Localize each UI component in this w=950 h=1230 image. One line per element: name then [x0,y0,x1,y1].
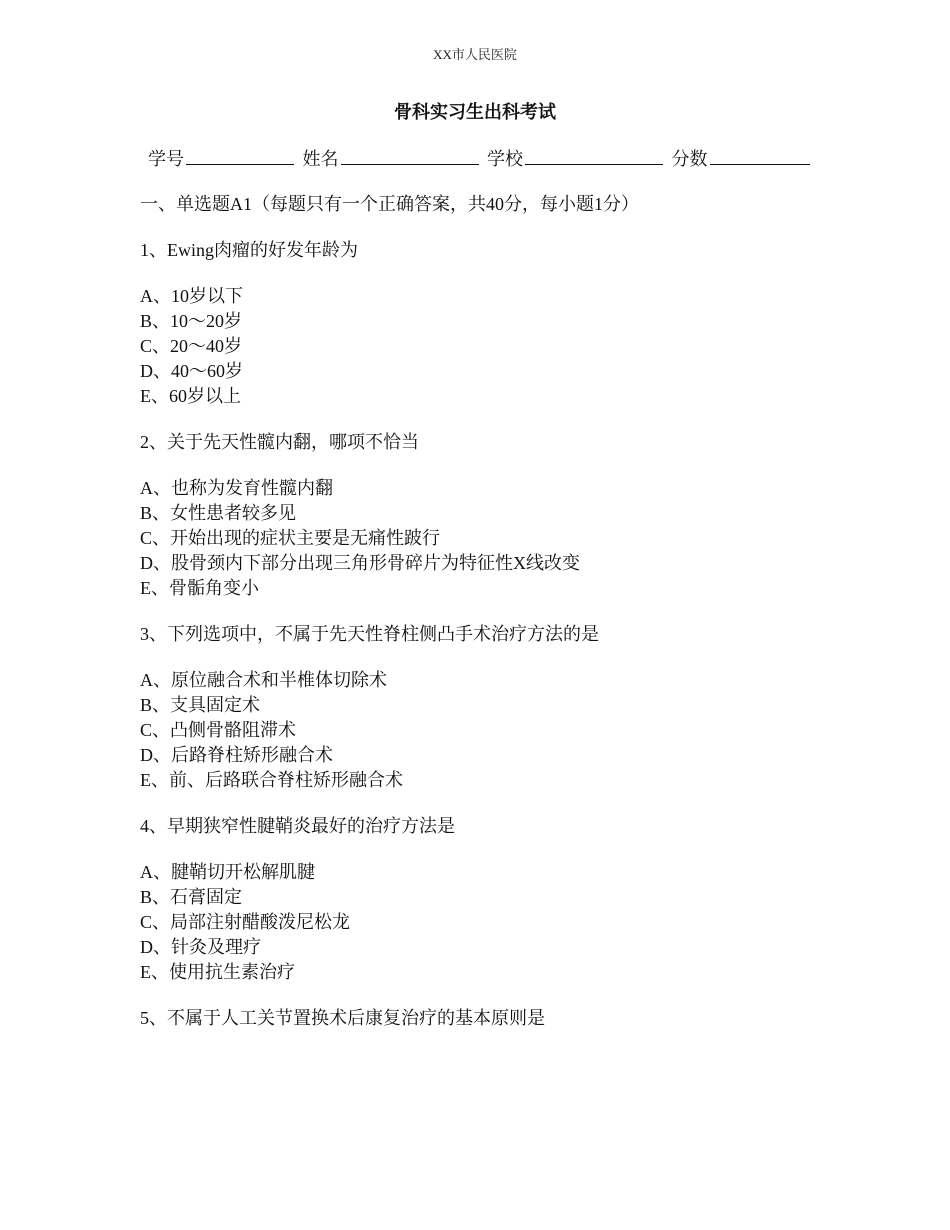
question-stem: 3、下列选项中，不属于先天性脊柱侧凸手术治疗方法的是 [140,624,599,644]
option-b[interactable]: B、支具固定术 [140,695,261,715]
question-stem: 1、Ewing肉瘤的好发年龄为 [140,240,358,260]
option-c[interactable]: C、开始出现的症状主要是无痛性跛行 [140,528,441,548]
student-id-blank[interactable] [186,146,294,165]
option-c[interactable]: C、20～40岁 [140,336,243,356]
exam-title: 骨科实习生出科考试 [394,102,556,122]
student-id-field[interactable] [148,145,294,171]
question-stem: 4、早期狭窄性腱鞘炎最好的治疗方法是 [140,816,455,836]
student-info-row [148,145,814,171]
option-a[interactable]: A、10岁以下 [140,286,243,306]
section-title: 一、单选题A1（每题只有一个正确答案，共40分，每小题1分） [140,194,639,214]
option-b[interactable]: B、石膏固定 [140,887,243,907]
name-blank[interactable] [341,146,479,165]
question-3 [140,622,840,793]
option-b[interactable]: B、女性患者较多见 [140,503,297,523]
score-label: 分数 [671,149,708,169]
student-id-label: 学号 [148,149,184,169]
school-blank[interactable] [525,146,663,165]
name-label: 姓名 [302,149,339,169]
option-e[interactable]: E、使用抗生素治疗 [140,962,295,982]
hospital-header: XX市人民医院 [433,47,517,62]
score-blank[interactable] [710,146,810,165]
question-4 [140,814,840,985]
question-stem: 5、不属于人工关节置换术后康复治疗的基本原则是 [140,1008,545,1028]
question-2 [140,430,840,601]
option-d[interactable]: D、针灸及理疗 [140,937,261,957]
option-a[interactable]: A、也称为发育性髋内翻 [140,478,333,498]
school-label: 学校 [487,149,523,169]
option-a[interactable]: A、原位融合术和半椎体切除术 [140,670,387,690]
option-a[interactable]: A、腱鞘切开松解肌腱 [140,862,315,882]
option-d[interactable]: D、股骨颈内下部分出现三角形骨碎片为特征性X线改变 [140,553,580,573]
option-e[interactable]: E、骨骺角变小 [140,578,259,598]
exam-content [140,192,840,1052]
option-d[interactable]: D、后路脊柱矫形融合术 [140,745,333,765]
option-b[interactable]: B、10～20岁 [140,311,243,331]
school-field[interactable] [487,145,663,171]
score-field[interactable] [672,145,810,171]
name-field[interactable] [303,145,479,171]
question-5 [140,1006,840,1031]
question-1 [140,238,840,409]
option-c[interactable]: C、局部注射醋酸泼尼松龙 [140,912,351,932]
question-stem: 2、关于先天性髋内翻，哪项不恰当 [140,432,419,452]
option-e[interactable]: E、60岁以上 [140,386,241,406]
option-d[interactable]: D、40～60岁 [140,361,243,381]
option-c[interactable]: C、凸侧骨骼阻滞术 [140,720,297,740]
option-e[interactable]: E、前、后路联合脊柱矫形融合术 [140,770,403,790]
